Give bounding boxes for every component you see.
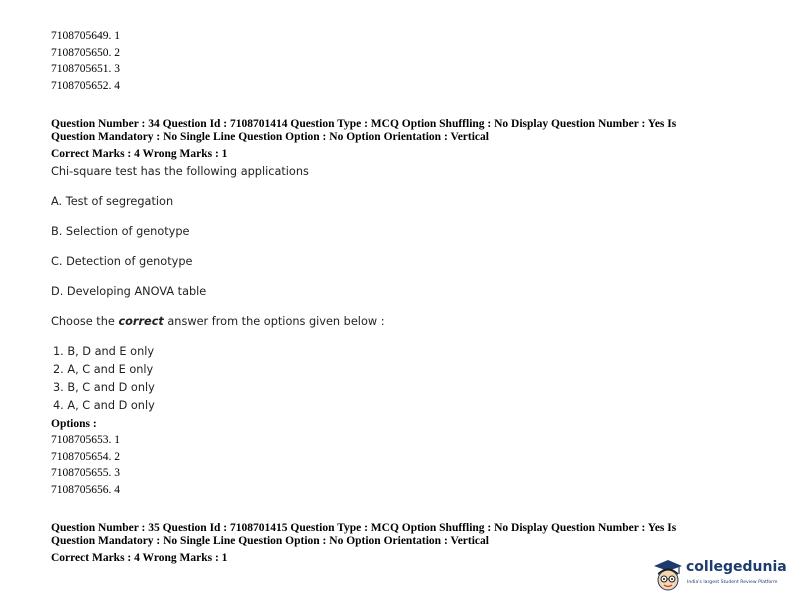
answer-item: 1. B, D and E only xyxy=(53,345,155,358)
option-id: 7108705651. 3 xyxy=(51,63,120,76)
collegedunia-logo xyxy=(652,556,787,596)
q35-marks: Correct Marks : 4 Wrong Marks : 1 xyxy=(51,552,228,564)
instruction-prefix: Choose the xyxy=(51,315,119,328)
q34-statement-a: A. Test of segregation xyxy=(51,195,174,208)
option-id: 7108705656. 4 xyxy=(51,483,120,496)
instruction-suffix: answer from the options given below : xyxy=(163,315,385,328)
q34-answer-list xyxy=(53,343,155,415)
option-id: 7108705652. 4 xyxy=(51,79,120,92)
mascot-icon xyxy=(652,558,684,594)
instruction-emphasis: correct xyxy=(118,315,164,328)
q34-statement-c: C. Detection of genotype xyxy=(51,255,193,268)
q34-options-list xyxy=(51,432,120,498)
answer-item: 2. A, C and E only xyxy=(53,363,154,376)
q35-header-line2: Question Mandatory : No Single Line Question Option : No Option Orientation : Vertical xyxy=(51,535,489,547)
option-id: 7108705654. 2 xyxy=(51,450,120,463)
q34-statement-b: B. Selection of genotype xyxy=(51,225,190,238)
q34-statement-d: D. Developing ANOVA table xyxy=(51,285,207,298)
q34-header-line2: Question Mandatory : No Single Line Question Option : No Option Orientation : Vertical xyxy=(51,131,489,143)
option-id: 7108705649. 1 xyxy=(51,30,120,42)
q34-marks: Correct Marks : 4 Wrong Marks : 1 xyxy=(51,148,228,160)
q34-instruction xyxy=(51,315,385,328)
q35-header-line1: Question Number : 35 Question Id : 7108701415 Question Type : MCQ Option Shuffling : No Display Question Number : Yes Is xyxy=(51,522,677,534)
option-id: 7108705653. 1 xyxy=(51,434,120,446)
option-id: 7108705655. 3 xyxy=(51,467,120,480)
answer-item: 3. B, C and D only xyxy=(53,381,155,394)
q34-options-label: Options : xyxy=(51,418,97,430)
q34-header-line1: Question Number : 34 Question Id : 7108701414 Question Type : MCQ Option Shuffling : No Display Question Number : Yes Is xyxy=(51,118,677,130)
logo-tagline: India's largest Student Review Platform xyxy=(687,580,778,585)
q34-stem: Chi-square test has the following applications xyxy=(51,165,309,178)
previous-options-list xyxy=(51,28,120,94)
logo-wordmark: collegedunia xyxy=(686,559,787,575)
option-id: 7108705650. 2 xyxy=(51,46,120,59)
answer-item: 4. A, C and D only xyxy=(53,399,155,412)
